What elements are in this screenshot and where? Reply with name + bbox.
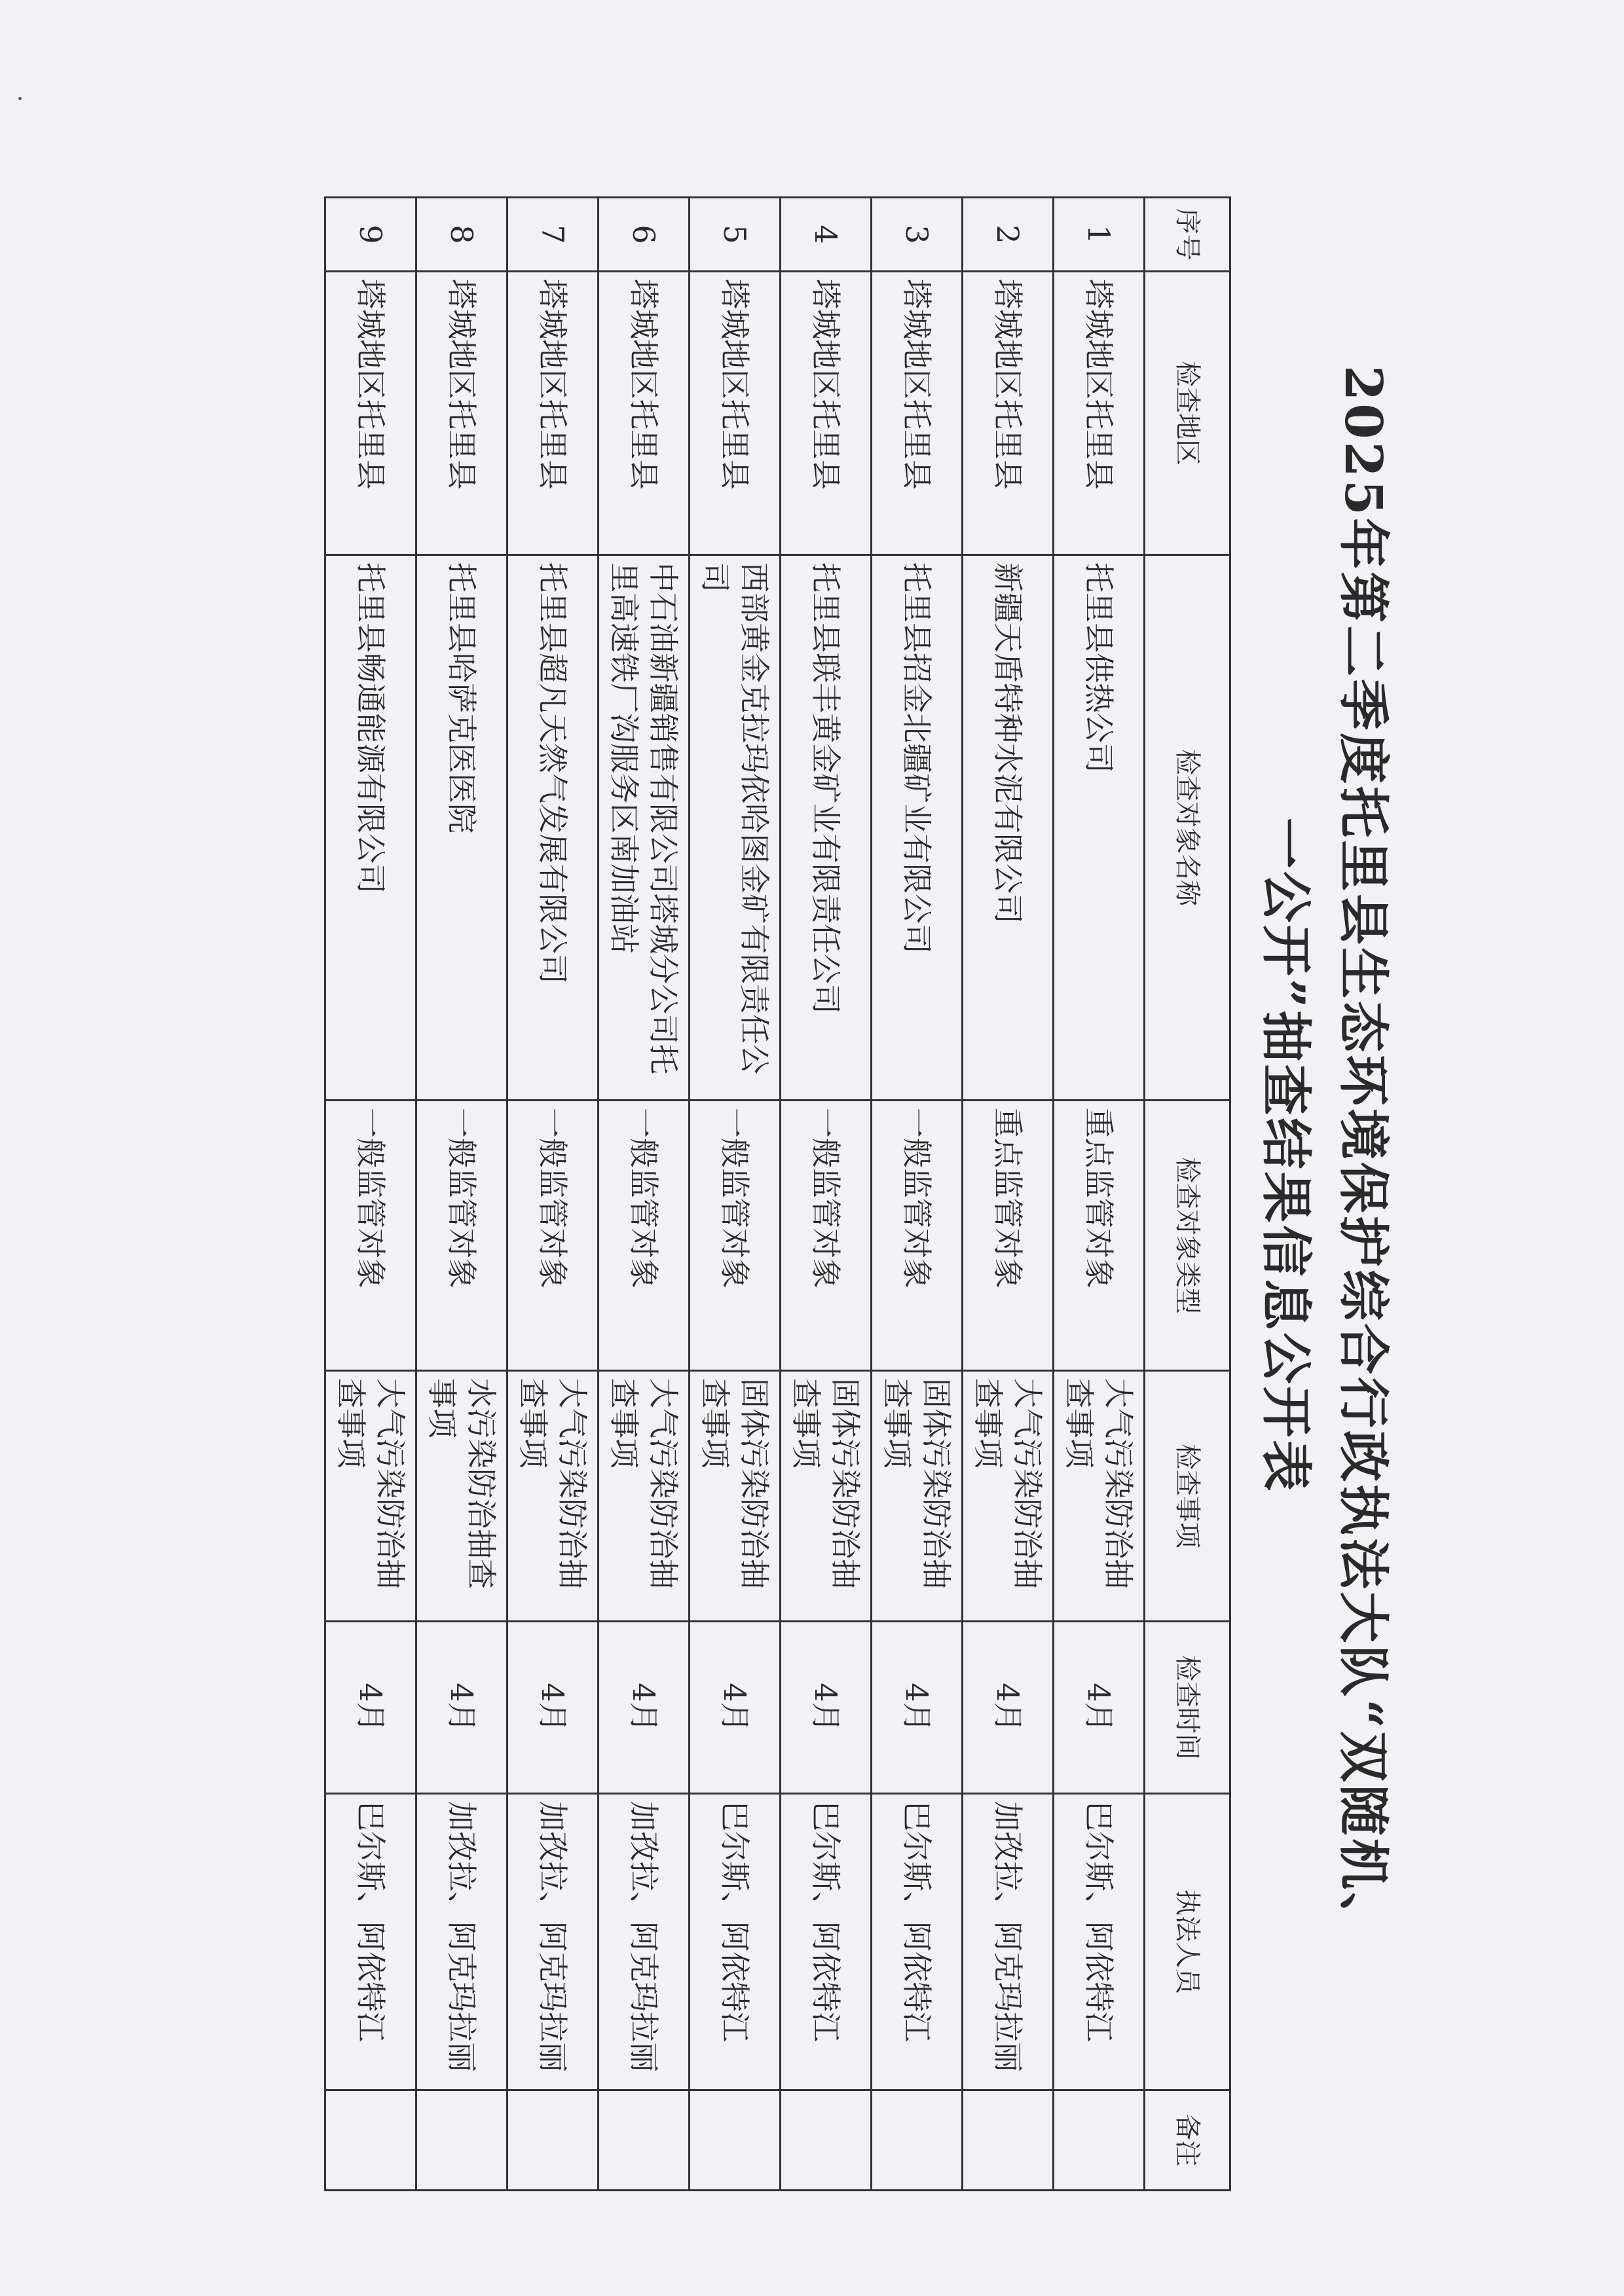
rotated-sheet [333,196,1401,2166]
cell-time: 4月 [599,1622,690,1794]
cell-staff: 加孜拉、阿克玛拉丽 [416,1794,507,2090]
table-header-row [1145,198,1230,2191]
cell-no: 8 [416,198,507,272]
cell-area: 塔城地区托里县 [872,272,963,555]
cell-staff: 加孜拉、阿克玛拉丽 [507,1794,599,2090]
cell-name: 托里县联丰黄金矿业有限责任公司 [781,555,872,1101]
cell-staff: 加孜拉、阿克玛拉丽 [599,1794,690,2090]
cell-type: 一般监管对象 [416,1101,507,1371]
cell-area: 塔城地区托里县 [1054,272,1145,555]
cell-type: 一般监管对象 [872,1101,963,1371]
cell-type: 重点监管对象 [963,1101,1054,1371]
cell-item: 大气污染防治抽查事项 [599,1371,690,1622]
title-line-1: 2025年第二季度托里县生态环境保护综合行政执法大队“双随机、 [1333,365,1393,1946]
cell-note [690,2090,781,2191]
cell-no: 3 [872,198,963,272]
cell-item: 大气污染防治抽查事项 [507,1371,599,1622]
cell-name: 托里县畅通能源有限公司 [325,555,416,1101]
inspection-results-table [324,196,1231,2191]
cell-item: 固体污染防治抽查事项 [872,1371,963,1622]
cell-note [781,2090,872,2191]
cell-note [963,2090,1054,2191]
cell-name: 新疆天盾特种水泥有限公司 [963,555,1054,1101]
cell-area: 塔城地区托里县 [690,272,781,555]
table-row [1054,198,1145,2191]
cell-note [872,2090,963,2191]
header-area: 检查地区 [1145,272,1230,555]
cell-staff: 巴尔斯、阿依特江 [781,1794,872,2090]
cell-note [1054,2090,1145,2191]
cell-type: 一般监管对象 [599,1101,690,1371]
cell-area: 塔城地区托里县 [781,272,872,555]
header-type: 检查对象类型 [1145,1101,1230,1371]
cell-type: 一般监管对象 [507,1101,599,1371]
cell-item: 固体污染防治抽查事项 [781,1371,872,1622]
cell-item: 大气污染防治抽查事项 [325,1371,416,1622]
cell-no: 5 [690,198,781,272]
cell-no: 7 [507,198,599,272]
header-name: 检查对象名称 [1145,555,1230,1101]
cell-staff: 巴尔斯、阿依特江 [690,1794,781,2090]
cell-no: 9 [325,198,416,272]
cell-item: 水污染防治抽查事项 [416,1371,507,1622]
cell-note [325,2090,416,2191]
cell-name: 托里县供热公司 [1054,555,1145,1101]
cell-note [416,2090,507,2191]
cell-area: 塔城地区托里县 [325,272,416,555]
table-row [599,198,690,2191]
cell-staff: 巴尔斯、阿依特江 [872,1794,963,2090]
cell-staff: 巴尔斯、阿依特江 [1054,1794,1145,2090]
header-no: 序号 [1145,198,1230,272]
cell-area: 塔城地区托里县 [416,272,507,555]
cell-item: 大气污染防治抽查事项 [1054,1371,1145,1622]
table-row [416,198,507,2191]
cell-name: 中石油新疆销售有限公司塔城分公司托里高速铁厂沟服务区南加油站 [599,555,690,1101]
table-row [872,198,963,2191]
cell-no: 2 [963,198,1054,272]
cell-item: 大气污染防治抽查事项 [963,1371,1054,1622]
cell-area: 塔城地区托里县 [507,272,599,555]
cell-name: 托里县哈萨克医医院 [416,555,507,1101]
title-line-2: 一公开”抽查结果信息公开表 [1256,817,1316,1494]
table-row [963,198,1054,2191]
cell-staff: 巴尔斯、阿依特江 [325,1794,416,2090]
cell-time: 4月 [690,1622,781,1794]
header-item: 检查事项 [1145,1371,1230,1622]
header-staff: 执法人员 [1145,1794,1230,2090]
header-time: 检查时间 [1145,1622,1230,1794]
cell-note [599,2090,690,2191]
cell-no: 6 [599,198,690,272]
table-row [507,198,599,2191]
table-row [325,198,416,2191]
table-row [781,198,872,2191]
cell-name: 托里县招金北疆矿业有限公司 [872,555,963,1101]
cell-item: 固体污染防治抽查事项 [690,1371,781,1622]
cell-staff: 加孜拉、阿克玛拉丽 [963,1794,1054,2090]
cell-time: 4月 [781,1622,872,1794]
document-title [1247,196,1401,2115]
cell-time: 4月 [1054,1622,1145,1794]
cell-type: 重点监管对象 [1054,1101,1145,1371]
cell-type: 一般监管对象 [690,1101,781,1371]
cell-no: 1 [1054,198,1145,272]
table-row [690,198,781,2191]
cell-area: 塔城地区托里县 [599,272,690,555]
cell-time: 4月 [872,1622,963,1794]
cell-time: 4月 [507,1622,599,1794]
cell-type: 一般监管对象 [325,1101,416,1371]
cell-note [507,2090,599,2191]
cell-name: 托里县超凡天然气发展有限公司 [507,555,599,1101]
cell-name: 西部黄金克拉玛依哈图金矿有限责任公司 [690,555,781,1101]
cell-time: 4月 [963,1622,1054,1794]
cell-area: 塔城地区托里县 [963,272,1054,555]
scan-speck [18,97,22,100]
header-note: 备注 [1145,2090,1230,2191]
cell-type: 一般监管对象 [781,1101,872,1371]
cell-time: 4月 [416,1622,507,1794]
cell-no: 4 [781,198,872,272]
cell-time: 4月 [325,1622,416,1794]
